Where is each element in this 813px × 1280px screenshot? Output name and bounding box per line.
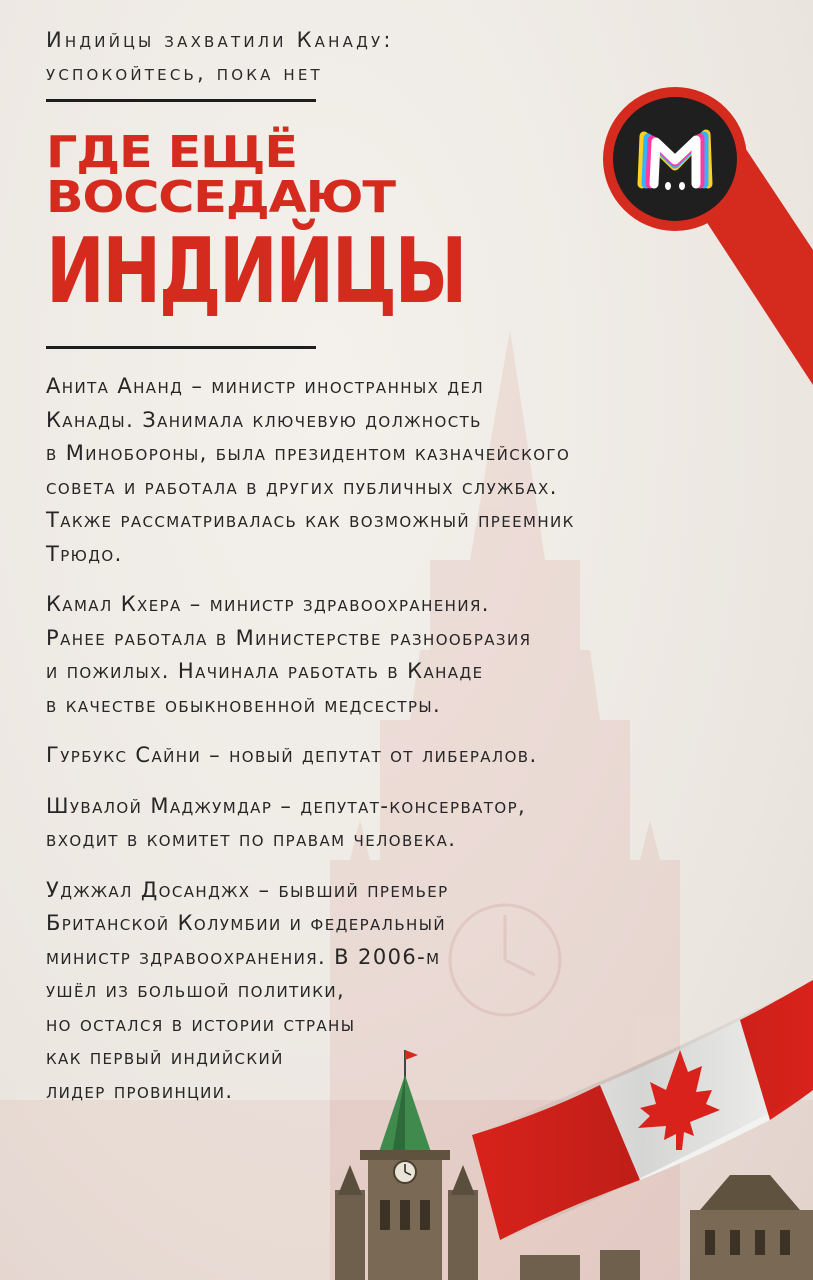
kicker-text: Индийцы захватили Канаду: успокойтесь, пока нет: [46, 28, 394, 85]
headline-line-1: ГДЕ ЕЩЁ: [46, 127, 297, 178]
headline-line-3: ИНДИЙЦЫ: [46, 219, 466, 324]
paragraph-majumdar: Шувалой Маджумдар – депутат-консерватор, входит в комитет по правам человека.: [46, 793, 527, 851]
paragraph-saini: Гурбукс Сайни – новый депутат от либералов.: [46, 743, 538, 767]
paragraph-dosanjh: Уджжал Досанджх – бывший премьер Британской Колумбии и федеральный министр здравоохранения. В 2006-м ушёл из большой политики, но остался в истории страны как первый индийский лидер провинции.: [46, 877, 449, 1103]
paragraph-anand: Анита Ананд – министр иностранных дел Канады. Занимала ключевую должность в Минобороны, была президентом казначейского совета и работала в других публичных службах. Также рассматривалась как возможный преемник Трюдо.: [46, 374, 575, 566]
article-body: [46, 370, 786, 1125]
logo: [600, 84, 750, 234]
headline-line-2: ВОССЕДАЮТ: [46, 172, 395, 223]
headline: [46, 127, 583, 324]
M-logo-icon: [600, 84, 750, 234]
divider-bottom: [46, 346, 316, 349]
divider-top: [46, 99, 316, 102]
paragraph-khera: Камал Кхера – министр здравоохранения. Ранее работала в Министерстве разнообразия и пожилых. Начинала работать в Канаде в качестве обыкновенной медсестры.: [46, 592, 532, 717]
